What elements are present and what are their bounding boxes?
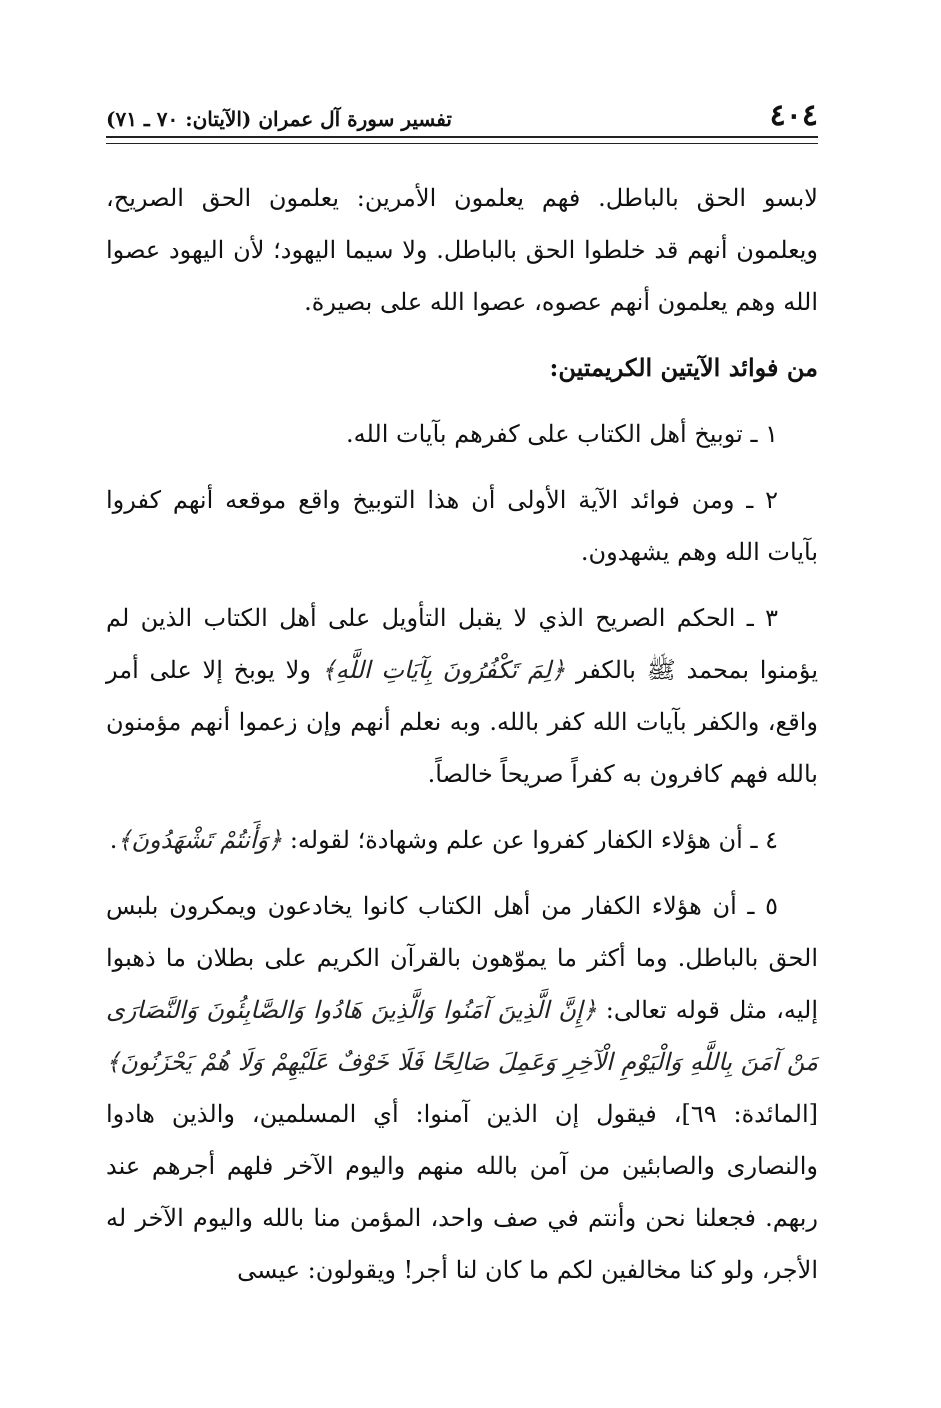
section-heading: من فوائد الآيتين الكريمتين: <box>549 353 818 382</box>
benefit-3-text-a: ٣ ـ الحكم الصريح الذي لا يقبل التأويل على أهل الكتاب الذين لم يؤمنوا بمحمد ﷺ بالكفر <box>106 604 818 684</box>
benefit-item-5 <box>106 880 818 1296</box>
quran-verse: ﴿إِنَّ الَّذِينَ آمَنُوا وَالَّذِينَ هَادُوا وَالصَّابِئُونَ وَالنَّصَارَى مَنْ آمَنَ بِاللَّهِ وَالْيَوْمِ الْآخِرِ وَعَمِلَ صَالِحًا فَلَا خَوْفٌ عَلَيْهِمْ وَلَا هُمْ يَحْزَنُونَ﴾ <box>106 996 818 1076</box>
benefit-4-text-a: ٤ ـ أن هؤلاء الكفار كفروا عن علم وشهادة؛ لقوله: <box>282 826 778 854</box>
quran-verse: ﴿وَأَنتُمْ تَشْهَدُونَ﴾ <box>117 826 283 854</box>
running-title: تفسير سورة آل عمران (الآيتان: ٧٠ ـ ٧١) <box>106 107 452 131</box>
page-body <box>106 172 818 1296</box>
benefit-item-4 <box>106 814 818 866</box>
benefit-3-text-b: ولا يوبخ إلا على أمر واقع، والكفر بآيات الله كفر بالله. وبه نعلم أنهم وإن زعموا أنهم مؤمنون بالله فهم كافرون به كفراً صريحاً خالصاً. <box>106 656 818 788</box>
benefit-item-1: ١ ـ توبيخ أهل الكتاب على كفرهم بآيات الله. <box>345 420 778 448</box>
quran-verse: ﴿لِمَ تَكْفُرُونَ بِآيَاتِ اللَّهِ﴾ <box>321 656 566 684</box>
paragraph-continuation: لابسو الحق بالباطل. فهم يعلمون الأمرين: يعلمون الحق الصريح، ويعلمون أنهم قد خلطوا الحق بالباطل. ولا سيما اليهود؛ لأن اليهود عصوا الله وهم يعلمون أنهم عصوه، عصوا الله على بصيرة. <box>106 184 818 316</box>
header-rule-thin <box>106 143 818 144</box>
benefit-item-2: ٢ ـ ومن فوائد الآية الأولى أن هذا التوبيخ واقع موقعه أنهم كفروا بآيات الله وهم يشهدون. <box>106 486 818 566</box>
benefit-5-text-a: ٥ ـ أن هؤلاء الكفار من أهل الكتاب كانوا يخادعون ويمكرون بلبس الحق بالباطل. وما أكثر ما يموّهون بالقرآن الكريم على بطلان ما ذهبوا إليه، مثل قوله تعالى: <box>106 892 818 1024</box>
benefit-5-text-b: [المائدة: ٦٩]، فيقول إن الذين آمنوا: أي المسلمين، والذين هادوا والنصارى والصابئين من آمن بالله منهم واليوم الآخر فلهم أجرهم عند ربهم. فجعلنا نحن وأنتم في صف واحد، المؤمن منا بالله واليوم الآخر له الأجر، ولو كنا مخالفين لكم ما كان لنا أجر! ويقولون: عيسى <box>106 1100 818 1284</box>
page-header <box>106 88 818 134</box>
header-rule-thick <box>106 136 818 138</box>
page-number: ٤٠٤ <box>769 98 818 133</box>
benefit-item-3 <box>106 592 818 800</box>
benefit-4-text-b: . <box>109 826 118 854</box>
